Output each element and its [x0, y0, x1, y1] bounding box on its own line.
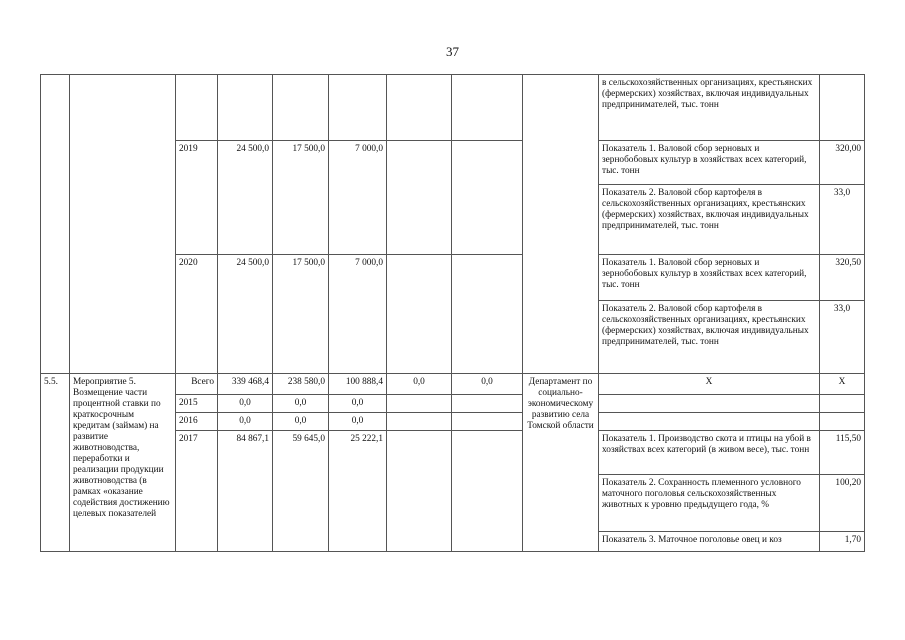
indicator-cell: Показатель 3. Маточное поголовье овец и коз	[599, 532, 820, 552]
total-cell: 24 500,0	[218, 141, 273, 255]
indicator-value: 100,20	[820, 475, 865, 532]
total-cell: 24 500,0	[218, 255, 273, 374]
indicator-cell: в сельскохозяйственных организациях, крестьянских (фермерских) хозяйствах, включая индивидуальных предпринимателей, тыс. тонн	[599, 75, 820, 141]
regional-cell: 7 000,0	[329, 141, 387, 255]
federal-cell: 0,0	[273, 395, 329, 413]
column6-cell: 0,0	[387, 374, 452, 395]
total-cell: 0,0	[218, 395, 273, 413]
indicator-cell: Показатель 1. Производство скота и птицы на убой в хозяйствах всех категорий (в живом весе), тыс. тонн	[599, 431, 820, 475]
indicator-value: 33,0	[820, 301, 865, 374]
measure-number: 5.5.	[41, 374, 70, 552]
regional-cell: 0,0	[329, 413, 387, 431]
indicator-value: 1,70	[820, 532, 865, 552]
regional-cell: 7 000,0	[329, 255, 387, 374]
year-cell: 2020	[176, 255, 218, 374]
indicator-value: 320,50	[820, 255, 865, 301]
year-cell: 2017	[176, 431, 218, 552]
indicator-cell: Показатель 1. Валовой сбор зерновых и зернобобовых культур в хозяйствах всех категорий, тыс. тонн	[599, 255, 820, 301]
federal-cell: 59 645,0	[273, 431, 329, 552]
year-cell: Всего	[176, 374, 218, 395]
table-row	[41, 75, 865, 141]
federal-cell: 17 500,0	[273, 141, 329, 255]
indicator-cell: Показатель 2. Валовой сбор картофеля в сельскохозяйственных организациях, крестьянских (фермерских) хозяйствах, включая индивидуальных предпринимателей, тыс. тонн	[599, 301, 820, 374]
indicator-value: 33,0	[820, 185, 865, 255]
measure-name: Мероприятие 5. Возмещение части процентной ставки по краткосрочным кредитам (займам) на развитие животноводства, переработки и реализации продукции животноводства (в рамках «оказание содействия достижению целевых показателей	[70, 374, 176, 552]
indicator-value: 115,50	[820, 431, 865, 475]
table-row	[41, 374, 865, 395]
federal-cell: 0,0	[273, 413, 329, 431]
indicator-value: Х	[820, 374, 865, 395]
total-cell: 84 867,1	[218, 431, 273, 552]
program-table	[40, 74, 865, 552]
regional-cell: 100 888,4	[329, 374, 387, 395]
total-cell: 339 468,4	[218, 374, 273, 395]
column7-cell: 0,0	[452, 374, 523, 395]
year-cell: 2019	[176, 141, 218, 255]
executor-cell: Департамент по социально-экономическому развитию села Томской области	[523, 374, 599, 552]
year-cell: 2015	[176, 395, 218, 413]
federal-cell: 17 500,0	[273, 255, 329, 374]
regional-cell: 25 222,1	[329, 431, 387, 552]
indicator-value: 320,00	[820, 141, 865, 185]
indicator-cell: Показатель 2. Сохранность племенного условного маточного поголовья сельскохозяйственных животных к уровню предыдущего года, %	[599, 475, 820, 532]
indicator-cell: Показатель 2. Валовой сбор картофеля в сельскохозяйственных организациях, крестьянских (фермерских) хозяйствах, включая индивидуальных предпринимателей, тыс. тонн	[599, 185, 820, 255]
federal-cell: 238 580,0	[273, 374, 329, 395]
year-cell: 2016	[176, 413, 218, 431]
total-cell: 0,0	[218, 413, 273, 431]
regional-cell: 0,0	[329, 395, 387, 413]
indicator-cell: Х	[599, 374, 820, 395]
indicator-cell: Показатель 1. Валовой сбор зерновых и зернобобовых культур в хозяйствах всех категорий, тыс. тонн	[599, 141, 820, 185]
page-number: 37	[446, 44, 459, 59]
